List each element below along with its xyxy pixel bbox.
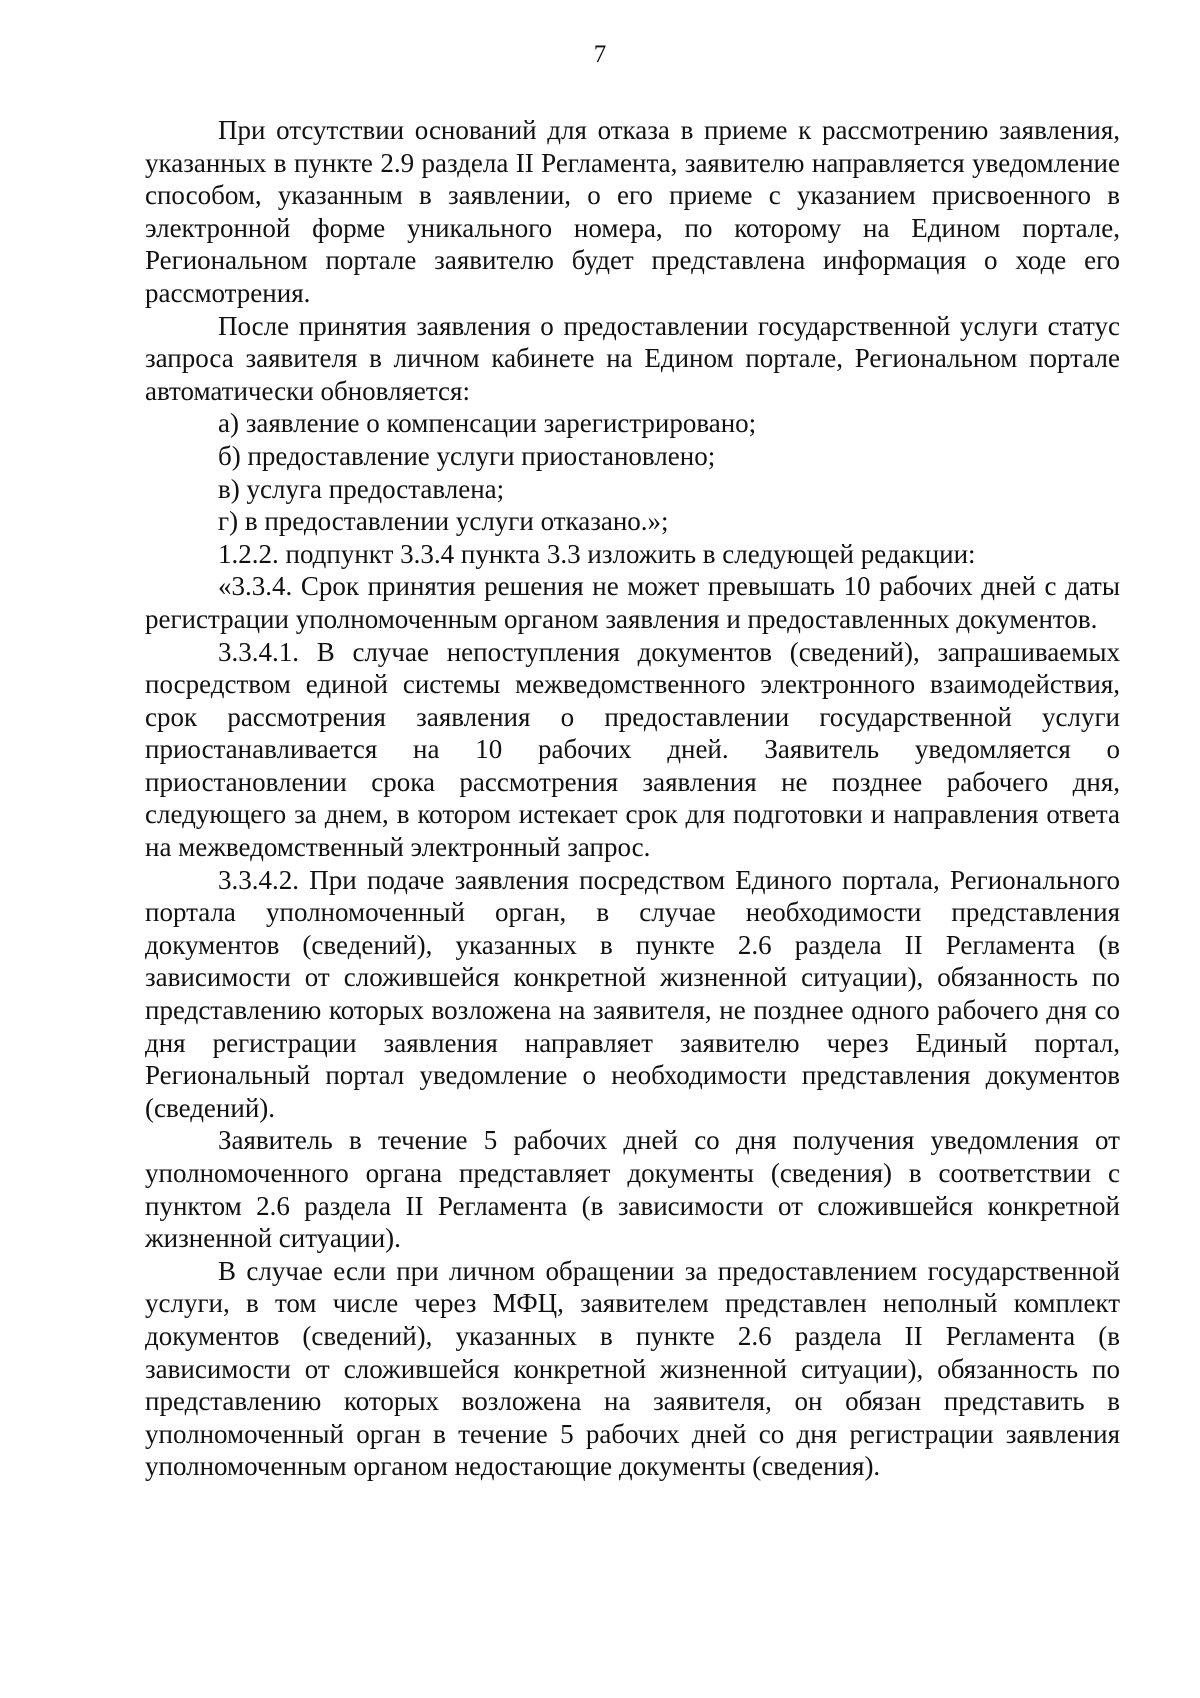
paragraph-notification: При отсутствии оснований для отказа в приеме к рассмотрению заявления, указанных в пункте 2.9 раздела II Регламента, заявителю направляется уведомление способом, указанным в заявлении, о его приеме с указанием присвоенного в электронной форме уникального номера, по которому на Едином портале, Региональном портале заявителю будет представлена информация о ходе его рассмотрения. [145, 115, 1120, 308]
paragraph-personal-visit: В случае если при личном обращении за предоставлением государственной услуги, в том числе через МФЦ, заявителем представлен неполный комплект документов (сведений), указанных в пункте 2.6 раздела II Регламента (в зависимости от сложившейся конкретной жизненной ситуации), обязанность по представлению которых возложена на заявителя, он обязан представить в уполномоченный орган в течение 5 рабочих дней со дня регистрации заявления уполномоченным органом недостающие документы (сведения). [145, 1255, 1120, 1482]
paragraph-3-3-4: «3.3.4. Срок принятия решения не может превышать 10 рабочих дней с даты регистрации уполномоченным органом заявления и предоставленных документов. [145, 571, 1120, 634]
list-item-d: г) в предоставлении услуги отказано.»; [218, 506, 669, 537]
list-item-a: а) заявление о компенсации зарегистрировано; [218, 408, 757, 439]
paragraph-3-3-4-2: 3.3.4.2. При подаче заявления посредством Единого портала, Регионального портала уполномоченный орган, в случае необходимости представления документов (сведений), указанных в пункте 2.6 раздела II Регламента (в зависимости от сложившейся конкретной жизненной ситуации), обязанность по представлению которых возложена на заявителя, не позднее одного рабочего дня со дня регистрации заявления направляет заявителю через Единый портал, Региональный портал уведомление о необходимости представления документов (сведений). [145, 864, 1120, 1123]
paragraph-amendment-1-2-2: 1.2.2. подпункт 3.3.4 пункта 3.3 изложить в следующей редакции: [218, 538, 976, 569]
paragraph-status-update: После принятия заявления о предоставлении государственной услуги статус запроса заявителя в личном кабинете на Едином портале, Региональном портале автоматически обновляется: [145, 310, 1120, 406]
paragraph-applicant-deadline: Заявитель в течение 5 рабочих дней со дня получения уведомления от уполномоченного органа представляет документы (сведения) в соответствии с пунктом 2.6 раздела II Регламента (в зависимости от сложившейся конкретной жизненной ситуации). [145, 1125, 1120, 1254]
paragraph-3-3-4-1: 3.3.4.1. В случае непоступления документов (сведений), запрашиваемых посредством единой системы межведомственного электронного взаимодействия, срок рассмотрения заявления о предоставлении государственной услуги приостанавливается на 10 рабочих дней. Заявитель уведомляется о приостановлении срока рассмотрения заявления не позднее рабочего дня, следующего за днем, в котором истекает срок для подготовки и направления ответа на межведомственный электронный запрос. [145, 636, 1120, 863]
document-body [145, 114, 1120, 1483]
list-item-c: в) услуга предоставлена; [218, 473, 505, 504]
list-item-b: б) предоставление услуги приостановлено; [218, 440, 716, 471]
page-number: 7 [593, 41, 607, 68]
